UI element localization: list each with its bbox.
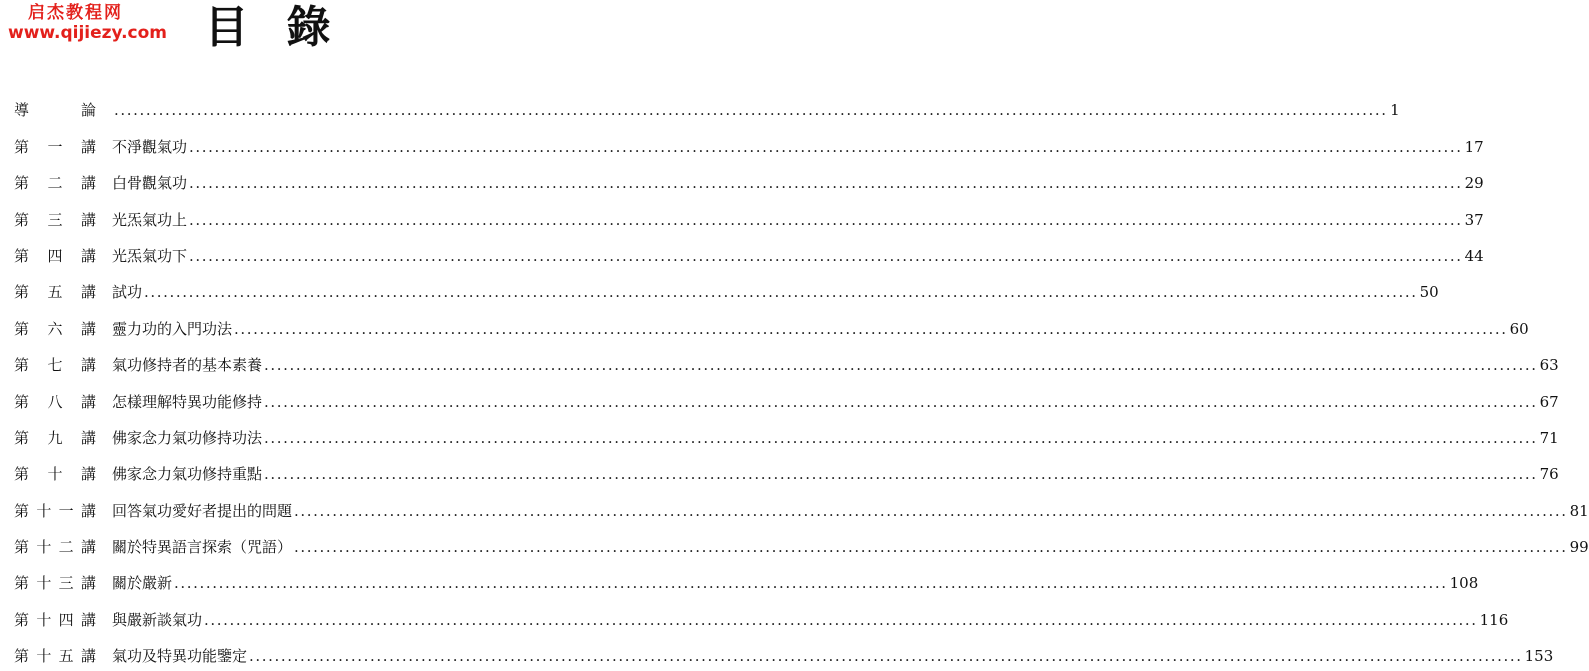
toc-leader-dots: ........................................................................................................................................................................................................ xyxy=(234,319,1508,338)
toc-lecture-number: 第 十 二 講 xyxy=(14,538,96,557)
toc-entry xyxy=(14,191,1484,229)
toc-leader-dots: ........................................................................................................................................................................................................ xyxy=(189,174,1463,193)
toc-page-number: 81 xyxy=(1569,501,1589,520)
toc-page-number: 76 xyxy=(1539,465,1559,484)
toc-lecture-number: 第 十 三 講 xyxy=(14,574,96,593)
toc-page-number: 50 xyxy=(1419,283,1439,302)
toc-page-number: 29 xyxy=(1464,174,1484,193)
toc-topic: 氣功修持者的基本素養 xyxy=(112,356,263,375)
toc-entry xyxy=(14,628,1554,666)
toc-entry xyxy=(14,264,1439,302)
page-title: 目錄 xyxy=(204,2,369,53)
toc-lecture-number: 第 十 五 講 xyxy=(14,647,96,666)
toc-lecture-number: 第 一 講 xyxy=(14,137,96,156)
toc-entry xyxy=(14,337,1559,375)
toc-page-number: 37 xyxy=(1464,210,1484,229)
toc-lecture-number: 第 七 講 xyxy=(14,356,96,375)
toc-lecture-number: 第 五 講 xyxy=(14,283,96,302)
toc-entry xyxy=(14,82,1400,120)
toc-lecture-number: 第 四 講 xyxy=(14,246,96,265)
toc-entry xyxy=(14,519,1589,557)
toc-entry xyxy=(14,118,1484,156)
toc-topic: 關於嚴新 xyxy=(112,574,173,593)
toc-topic: 不淨觀氣功 xyxy=(112,137,188,156)
toc-page-number: 1 xyxy=(1390,101,1400,120)
toc-entry xyxy=(14,300,1529,338)
toc-topic: 佛家念力氣功修持功法 xyxy=(112,428,263,447)
toc-topic: 氣功及特異功能鑒定 xyxy=(112,647,248,666)
toc-page-number: 153 xyxy=(1524,647,1554,666)
toc-entry xyxy=(14,228,1484,265)
toc-leader-dots: ........................................................................................................................................................................................................ xyxy=(189,210,1463,229)
toc-topic: 佛家念力氣功修持重點 xyxy=(112,465,263,484)
table-of-contents xyxy=(14,82,1589,666)
watermark-name: 启杰教程网 xyxy=(28,3,123,23)
toc-leader-dots: ........................................................................................................................................................................................................ xyxy=(249,647,1523,666)
toc-topic: 白骨觀氣功 xyxy=(112,174,188,193)
toc-page-number: 67 xyxy=(1539,392,1559,411)
toc-leader-dots: ........................................................................................................................................................................................................ xyxy=(264,392,1538,411)
toc-lecture-number: 第 八 講 xyxy=(14,392,96,411)
toc-topic: 關於特異語言探索（咒語） xyxy=(112,538,293,557)
toc-page-number: 116 xyxy=(1479,610,1509,629)
toc-page-number: 99 xyxy=(1569,538,1589,557)
toc-topic: 回答氣功愛好者提出的問題 xyxy=(112,501,293,520)
toc-leader-dots: ........................................................................................................................................................................................................ xyxy=(144,283,1418,302)
toc-topic: 怎樣理解特異功能修持 xyxy=(112,392,263,411)
toc-page-number: 44 xyxy=(1464,246,1484,265)
toc-leader-dots: ........................................................................................................................................................................................................ xyxy=(294,538,1568,557)
toc-topic: 與嚴新談氣功 xyxy=(112,610,203,629)
toc-lecture-number: 第 三 講 xyxy=(14,210,96,229)
toc-lecture-number: 導 論 xyxy=(14,101,96,120)
toc-lecture-number: 第 九 講 xyxy=(14,428,96,447)
toc-lecture-number: 第 十 講 xyxy=(14,465,96,484)
toc-leader-dots: ........................................................................................................................................................................................................ xyxy=(114,101,1388,120)
toc-leader-dots: ........................................................................................................................................................................................................ xyxy=(174,574,1448,593)
toc-entry xyxy=(14,482,1589,520)
toc-lecture-number: 第 六 講 xyxy=(14,319,96,338)
toc-topic: 光炁氣功上 xyxy=(112,210,188,229)
toc-entry xyxy=(14,446,1559,484)
toc-page-number: 108 xyxy=(1449,574,1479,593)
toc-lecture-number: 第 十 四 講 xyxy=(14,610,96,629)
toc-leader-dots: ........................................................................................................................................................................................................ xyxy=(189,137,1463,156)
toc-entry xyxy=(14,591,1509,629)
toc-entry xyxy=(14,555,1479,593)
toc-leader-dots: ........................................................................................................................................................................................................ xyxy=(189,246,1463,265)
toc-page-number: 17 xyxy=(1464,137,1484,156)
toc-lecture-number: 第 二 講 xyxy=(14,174,96,193)
toc-lecture-number: 第 十 一 講 xyxy=(14,501,96,520)
toc-topic: 光炁氣功下 xyxy=(112,246,188,265)
toc-leader-dots: ........................................................................................................................................................................................................ xyxy=(294,501,1568,520)
toc-entry xyxy=(14,410,1559,447)
toc-page-number: 63 xyxy=(1539,356,1559,375)
toc-entry xyxy=(14,373,1559,411)
toc-leader-dots: ........................................................................................................................................................................................................ xyxy=(264,465,1538,484)
toc-leader-dots: ........................................................................................................................................................................................................ xyxy=(204,610,1478,629)
toc-page-number: 60 xyxy=(1509,319,1529,338)
watermark-url: www.qijiezy.com xyxy=(8,22,168,43)
toc-leader-dots: ........................................................................................................................................................................................................ xyxy=(264,356,1538,375)
toc-topic: 試功 xyxy=(112,283,143,302)
toc-page-number: 71 xyxy=(1539,428,1559,447)
toc-leader-dots: ........................................................................................................................................................................................................ xyxy=(264,428,1538,447)
toc-entry xyxy=(14,155,1484,193)
toc-topic: 靈力功的入門功法 xyxy=(112,319,233,338)
